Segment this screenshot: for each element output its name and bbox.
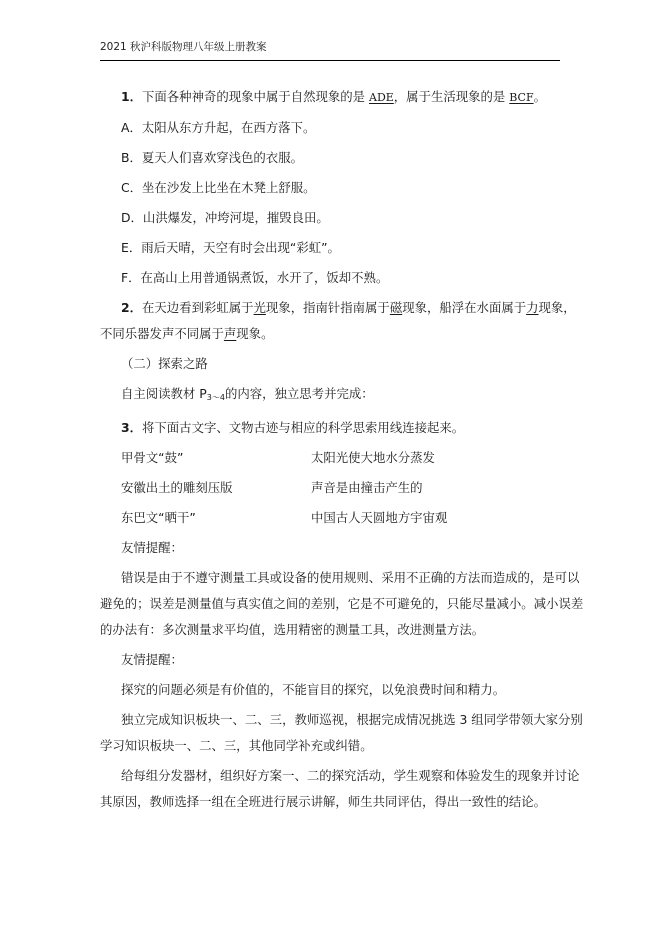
question-1 [100, 88, 560, 106]
question-2-continued [100, 325, 560, 342]
option-d: D．山洪爆发，冲垮河堤，摧毁良田。 [121, 210, 329, 225]
matching-right-item: 声音是由撞击产生的 [311, 480, 423, 495]
page-header [100, 40, 560, 61]
document-body [100, 76, 584, 810]
question-2-text: 现象， [538, 300, 576, 315]
question-2-text: 在天边看到彩虹属于 [142, 300, 254, 315]
question-1-text-a: 下面各种神奇的现象中属于自然现象的是 [142, 89, 369, 104]
tip-1-title: 友情提醒： [121, 540, 183, 555]
matching-row [100, 479, 560, 496]
option-a: A．太阳从东方升起，在西方落下。 [121, 120, 316, 135]
answer-light: 光 [253, 300, 266, 315]
matching-right-item: 中国古人天圆地方宇宙观 [311, 510, 448, 525]
question-1-text-c: 。 [533, 89, 546, 104]
tip-1-line: 避免的；误差是测量值与真实值之间的差别，它是不可避免的，只能尽量减小。减小误差 [100, 596, 584, 611]
matching-left-item: 安徽出土的雕刻压版 [121, 480, 233, 495]
option-e: E．雨后天晴，天空有时会出现“彩虹”。 [121, 240, 340, 255]
question-2-text: 现象。 [236, 326, 274, 341]
reading-instruction [100, 385, 560, 406]
question-3-number: 3． [121, 420, 143, 435]
paragraph-1-line: 独立完成知识板块一、二、三，教师巡视，根据完成情况挑选 3 组同学带领大家分别 [121, 712, 583, 727]
tip-1-line: 的办法有：多次测量求平均值，选用精密的测量工具，改进测量方法。 [100, 622, 485, 637]
question-2-text: 现象，船浮在水面属于 [402, 300, 527, 315]
answer-natural: ADE [369, 91, 394, 104]
question-2-text: 现象，指南针指南属于 [265, 300, 390, 315]
page-range: 3～4 [206, 393, 225, 402]
matching-left-item: 甲骨文“鼓” [121, 450, 184, 465]
question-1-text-b: ，属于生活现象的是 [393, 89, 510, 104]
reading-instruction-text: 自主阅读教材 P [121, 386, 207, 401]
reading-instruction-text: 的内容，独立思考并完成： [224, 386, 374, 401]
paragraph-2-line: 其原因，教师选择一组在全班进行展示讲解，师生共同评估，得出一致性的结论。 [100, 794, 547, 809]
option-f: F．在高山上用普通锅煮饭，水开了，饭却不熟。 [121, 270, 389, 285]
option-c: C．坐在沙发上比坐在木凳上舒服。 [121, 180, 316, 195]
tip-2-title: 友情提醒： [121, 652, 183, 667]
paragraph-2-line: 给每组分发器材，组织好方案一、二的探究活动，学生观察和体验发生的现象并讨论 [121, 768, 580, 783]
header-title: 2021 秋沪科版物理八年级上册教案 [100, 41, 267, 53]
question-3-text: 将下面古文字、文物古迹与相应的科学思索用线连接起来。 [142, 420, 465, 435]
matching-row [100, 449, 560, 466]
question-1-number: 1． [121, 89, 143, 104]
question-2 [100, 299, 576, 316]
question-2-text: 不同乐器发声不同属于 [100, 326, 224, 341]
answer-sound: 声 [223, 326, 237, 341]
question-3 [100, 419, 560, 436]
tip-2-line: 探究的问题必须是有价值的，不能盲目的探究，以免浪费时间和精力。 [121, 682, 506, 697]
paragraph-1-line: 学习知识板块一、二、三，其他同学补充或纠错。 [100, 738, 373, 753]
matching-left-item: 东巴文“晒干” [121, 510, 196, 525]
question-2-number: 2． [121, 300, 143, 315]
answer-magnetism: 磁 [389, 300, 403, 315]
section-heading: （二）探索之路 [121, 356, 208, 371]
matching-row [100, 509, 560, 526]
tip-1-line: 错误是由于不遵守测量工具或设备的使用规则、采用不正确的方法而造成的，是可以 [121, 570, 580, 585]
matching-right-item: 太阳光使大地水分蒸发 [311, 450, 435, 465]
answer-force: 力 [526, 300, 539, 315]
answer-life: BCF [509, 91, 534, 104]
option-b: B．夏天人们喜欢穿浅色的衣服。 [121, 150, 303, 165]
